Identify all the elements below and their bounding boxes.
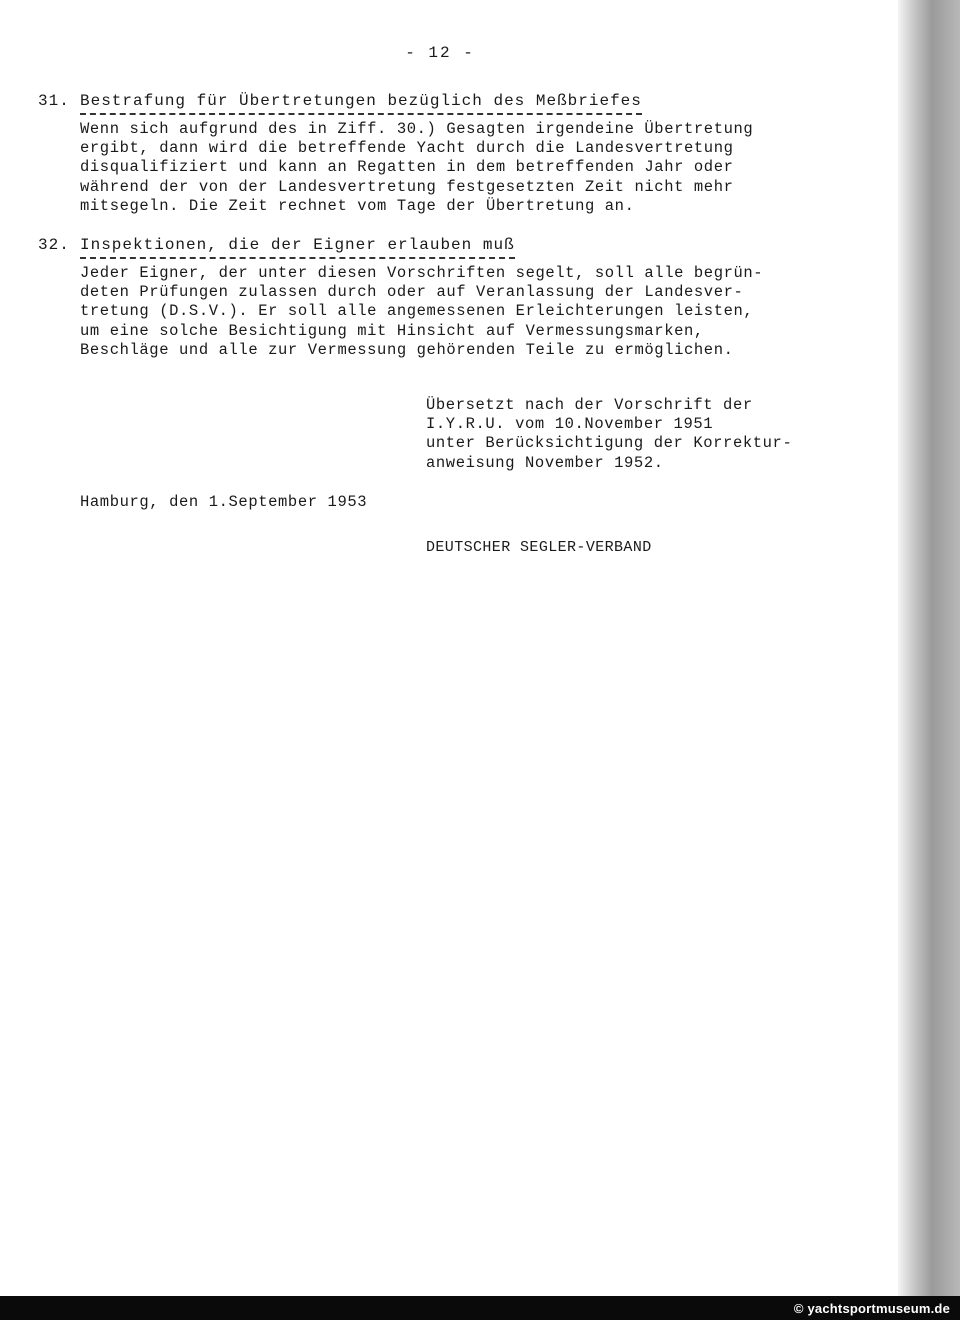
note-line: Übersetzt nach der Vorschrift der bbox=[426, 396, 753, 414]
body-line: um eine solche Besichtigung mit Hinsicht auf Vermessungsmarken, bbox=[80, 321, 704, 340]
page-number: - 12 - bbox=[405, 44, 475, 62]
section-body bbox=[80, 120, 840, 216]
watermark-text: © yachtsportmuseum.de bbox=[793, 1301, 950, 1316]
note-line: unter Berücksichtigung der Korrektur- bbox=[426, 434, 793, 453]
section-body bbox=[80, 264, 840, 360]
section-title: Bestrafung für Übertretungen bezüglich des Meßbriefes bbox=[80, 92, 642, 115]
page-binding-shadow bbox=[898, 0, 960, 1296]
note-line: anweisung November 1952. bbox=[426, 453, 664, 472]
body-line: während der von der Landesvertretung festgesetzten Zeit nicht mehr bbox=[80, 177, 734, 196]
body-line: Beschläge und alle zur Vermessung gehörenden Teile zu ermöglichen. bbox=[80, 340, 734, 359]
body-line: Wenn sich aufgrund des in Ziff. 30.) Gesagten irgendeine Übertretung bbox=[80, 120, 754, 138]
section-number: 32. bbox=[38, 236, 70, 254]
place-date: Hamburg, den 1.September 1953 bbox=[80, 493, 368, 511]
signature-organization: DEUTSCHER SEGLER-VERBAND bbox=[426, 539, 652, 556]
body-line: Jeder Eigner, der unter diesen Vorschriften segelt, soll alle begrün- bbox=[80, 264, 764, 282]
body-line: ergibt, dann wird die betreffende Yacht durch die Landesvertretung bbox=[80, 139, 734, 158]
body-line: mitsegeln. Die Zeit rechnet vom Tage der Übertretung an. bbox=[80, 196, 635, 215]
body-line: tretung (D.S.V.). Er soll alle angemessenen Erleichterungen leisten, bbox=[80, 302, 754, 321]
note-line: I.Y.R.U. vom 10.November 1951 bbox=[426, 415, 714, 434]
section-number: 31. bbox=[38, 92, 70, 110]
body-line: deten Prüfungen zulassen durch oder auf Veranlassung der Landesver- bbox=[80, 283, 744, 302]
watermark-bar bbox=[0, 1296, 960, 1320]
body-line: disqualifiziert und kann an Regatten in dem betreffenden Jahr oder bbox=[80, 158, 734, 177]
section-title: Inspektionen, die der Eigner erlauben muß bbox=[80, 236, 515, 259]
translation-note bbox=[426, 396, 792, 473]
